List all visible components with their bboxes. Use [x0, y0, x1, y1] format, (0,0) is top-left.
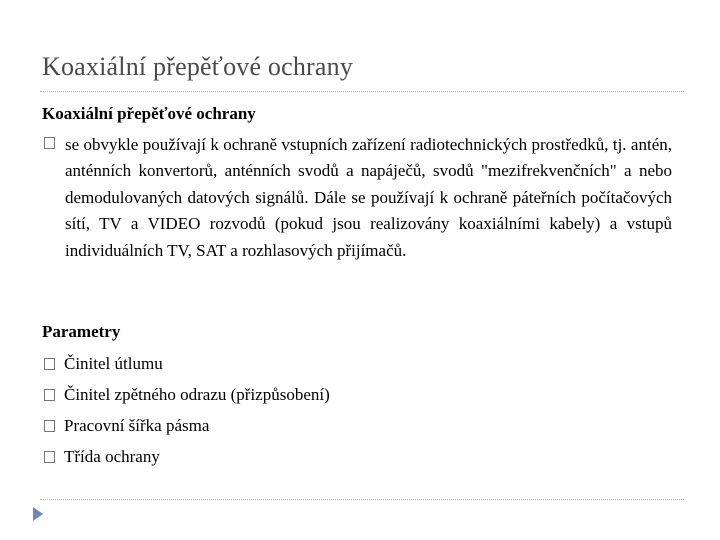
parameters-list — [44, 353, 330, 477]
list-item — [44, 384, 330, 415]
list-item — [44, 415, 330, 446]
parameter-label: Pracovní šířka pásma — [64, 416, 210, 435]
footer-divider — [40, 499, 684, 500]
square-bullet-icon — [44, 451, 55, 463]
square-bullet-icon — [44, 389, 55, 401]
parameter-label: Třída ochrany — [64, 447, 160, 466]
description-paragraph — [44, 132, 672, 264]
description-text: se obvykle používají k ochraně vstupních zařízení radiotechnických prostředků, tj. antén, anténních konvertorů, anténních svodů a napáječů, svodů "mezifrekvenčních" a nebo demodulovaných datových signálů. Dále se používají k ochraně páteřních počítačových sítí, TV a VIDEO rozvodů (pokud jsou realizovány koaxiálními kabely) a vstupů individuálních TV, SAT a rozhlasových přijímačů. — [65, 135, 672, 260]
list-item — [44, 446, 330, 477]
square-bullet-icon — [44, 358, 55, 370]
section-heading-parameters: Parametry — [42, 322, 121, 341]
parameter-label: Činitel útlumu — [64, 354, 163, 373]
list-item — [44, 353, 330, 384]
play-arrow-icon[interactable] — [33, 507, 43, 521]
slide-title: Koaxiální přepěťové ochrany — [42, 52, 354, 81]
section-heading-coaxial: Koaxiální přepěťové ochrany — [42, 104, 256, 123]
parameter-label: Činitel zpětného odrazu (přizpůsobení) — [64, 385, 330, 404]
title-divider — [40, 91, 684, 92]
square-bullet-icon — [44, 420, 55, 432]
square-bullet-icon — [44, 137, 55, 149]
